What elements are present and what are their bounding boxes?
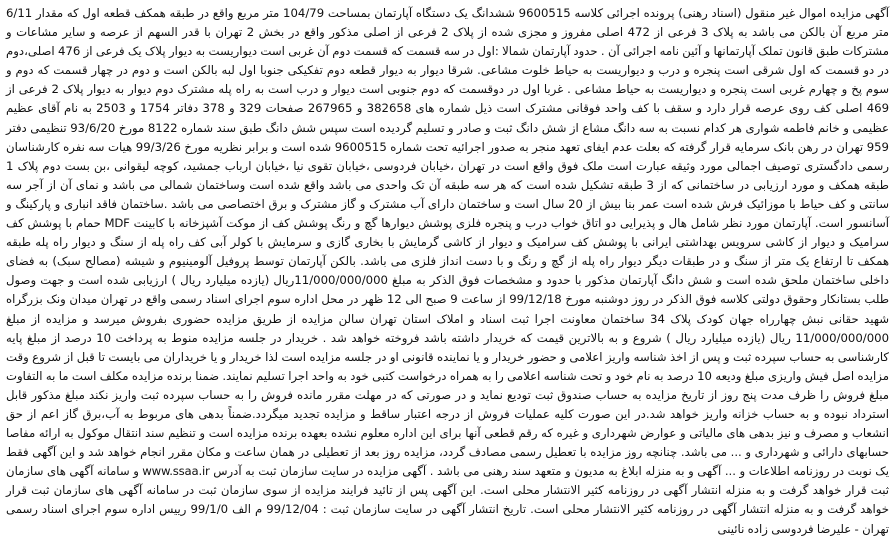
auction-notice: [6, 4, 890, 536]
notice-body-text: آگهی مزایده اموال غیر منقول (اسناد رهنی) پرونده اجرائی کلاسه 9600515 ششدانگ یک دستگاه آپارتمان بمساحت 104/79 متر مربع واقع در طبقه همکف قطعه اول که مقدار 6/11 متر مربع آن بالکن می باشد به پلاک 3 فرعی از 472 اصلی مفروز و مجزی شده از پلاک 2 فرعی از اصلی مذکور واقع در بخش 2 تهران با قدر السهم از عرصه و سایر مشاعات و مشترکات طبق قانون تملک آپارتمانها و آئین نامه اجرائی آن . حدود آپارتمان شمالا :اول در سه قسمت که قسمت دوم آن غربی است دیواریست به دیوار پلاک یک فرعی از 476 اصلی،دوم در دو قسمت که اول شرقی است پنجره و درب و دیواریست به حیاط خلوت مشاعی. شرقا دیوار به دیوار قطعه دوم تفکیکی جنوبا اول لبه بالکن است و دوم در چهار قسمت که دوم و سوم پخ و چهارم غربی است پنجره و دیواریست به حیاط مشاعی . غربا اول در دوقسمت که دوم جنوبی است دیوار و درب است به راه پله مشترک دوم دیوار به دیوار پلاک 2 فرعی از 469 اصلی کف روی عرصه قرار دارد و سقف با کف واحد فوقانی مشترک است ذیل شماره های 382658 و 267965 صفحات 329 و 378 دفاتر 1754 و 2503 به نام آقای عظیم عظیمی و خانم فاطمه شواری هر کدام نسبت به سه دانگ مشاع از شش دانگ ثبت و صادر و تسلیم گردیده است سپس شش دانگ طبق سند شماره 8122 مورخ 93/6/20 تنظیمی دفتر 959 تهران در رهن بانک سرمایه قرار گرفته که بعلت عدم ایفای تعهد منجر به صدور اجرائیه تحت شماره 9600515 شده است و برابر نظریه مورخ 99/3/26 هیات سه نفره کارشناسان رسمی دادگستری توصیف اجمالی مورد وثیقه عبارت است ملک فوق واقع است در تهران ،خیابان فردوسی ،خیابان تقوی نیا ،خیابان ارباب جمشید، کوچه لیقوانی ،بن بست دوم پلاک 1 طبقه همکف و مورد ارزیابی در ساختمانی که از 3 طبقه تشکیل شده است که هر سه طبقه آن تک واحدی می باشد واقع شده است وساختمان شمالی می باشد و نمای آن از آجر سه سانتی و کف حیاط با موزائیک فرش شده است عمر بنا بیش از 20 سال است و ساختمان دارای آب مشترک و گاز مشترک و برق اختصاصی می باشد .ساختمان فاقد انباری و پارکینگ و آسانسور است. آپارتمان مورد نظر شامل هال و پذیرایی دو اتاق خواب درب و پنجره فلزی پوشش دیوارها گچ و رنگ پوشش کف از موکت آشپزخانه با کابینت MDF حمام با پوشش کف سرامیک و دیوار از کاشی سرویس بهداشتی ایرانی با پوشش کف سرامیک و دیوار از کاشی گرمایش با بخاری گازی و سرمایش با کولر آبی کف راه پله از سنگ و دیوار راه پله طبقه همکف تا ارتفاع یک متر از سنگ و در طبقات دیگر دیوار راه پله از گچ و رنگ و با دست انداز فلزی می باشد. بالکن آپارتمان توسط پروفیل آلومینیوم و شیشه (مصالح سبک) به فضای داخلی ساختمان ملحق شده است و شش دانگ آپارتمان مذکور با حدود و مشخصات فوق الذکر به مبلغ 11/000/000/000ریال (یازده میلیارد ریال ) ارزیابی شده است و جهت وصول طلب بستانکار وحقوق دولتی کلاسه فوق الذکر در روز دوشنبه مورخ 99/12/18 از ساعت 9 صبح الی 12 ظهر در محل اداره سوم اجرای اسناد رسمی واقع در تهران میدان ونک بزرگراه شهید حقانی نبش چهارراه جهان کودک پلاک 34 ساختمان معاونت اجرا ثبت اسناد و املاک استان تهران سالن مزایده از طریق مزایده حضوری بفروش میرسد و مزایده از مبلغ 11/000/000/000 ریال (یازده میلیارد ریال ) شروع و به بالاترین قیمت که خریدار داشته باشد فروخته خواهد شد . خریدار در جلسه مزایده منوط به پرداخت 10 درصد از مبلغ پایه کارشناسی به حساب سپرده ثبت و پس از اخذ شناسه واریز اعلامی و حضور خریدار و یا نماینده قانونی او در جلسه مزایده است لذا خریدار و یا خریداران می بایست تا قبل از شروع وقت مزایده اصل فیش واریزی مبلغ ودیعه 10 درصد به نام خود و تحت شناسه اعلامی را به همراه درخواست کتبی خود به واحد اجرا تسلیم نمایند. ضمنا برنده مزایده مکلف است ما به التفاوت مبلغ فروش را ظرف مدت پنج روز از تاریخ مزایده به حساب صندوق ثبت تودیع نماید و در صورتی که در مهلت مقرر مانده فروش را به حساب سپرده ثبت واریز نکند مبلغ مذکور قابل استرداد نبوده و به حساب خزانه واریز خواهد شد.در این صورت کلیه عملیات فروش از درجه اعتبار ساقط و مزایده تجدید میگردد.ضمناً بدهی های مربوط به آب،برق گاز اعم از حق انشعاب و مصرف و نیز بدهی های مالیاتی و عوارض شهرداری و غیره که رقم قطعی آنها برای این اداره معلوم نشده بعهده برنده مزایده است و تنظیم سند انتقال موکول به ارائه مفاصا حسابهای دارائی و شهرداری و ... می باشد. چنانچه روز مزایده با تعطیل رسمی مصادف گردد، مزایده روز بعد از تعطیلی در همان ساعت و مکان مقرر انجام خواهد شد و این آگهی فقط یک نوبت در روزنامه اطلاعات و ... آگهی و به منزله ابلاغ به مدیون و متعهد سند رهنی می باشد . آگهی مزایده در سایت سازمان ثبت به آدرس www.ssaa.ir و سامانه آگهی های سازمان ثبت قرار خواهد گرفت و به منزله انتشار آگهی در روزنامه کثیر الانتشار محلی است. این آگهی پس از تائید فرایند مزایده از سوی سازمان ثبت در سامانه آگهی های سازمان ثبت قرار خواهد گرفت و به منزله انتشار آگهی در روزنامه کثیر الانتشار محلی است. تاریخ انتشار آگهی در سایت سازمان ثبت : 99/12/04 م الف 99/1/0 رییس اداره سوم اجرای اسناد رسمی تهران - علیرضا فردوسی زاده نائینی: [6, 6, 890, 536]
